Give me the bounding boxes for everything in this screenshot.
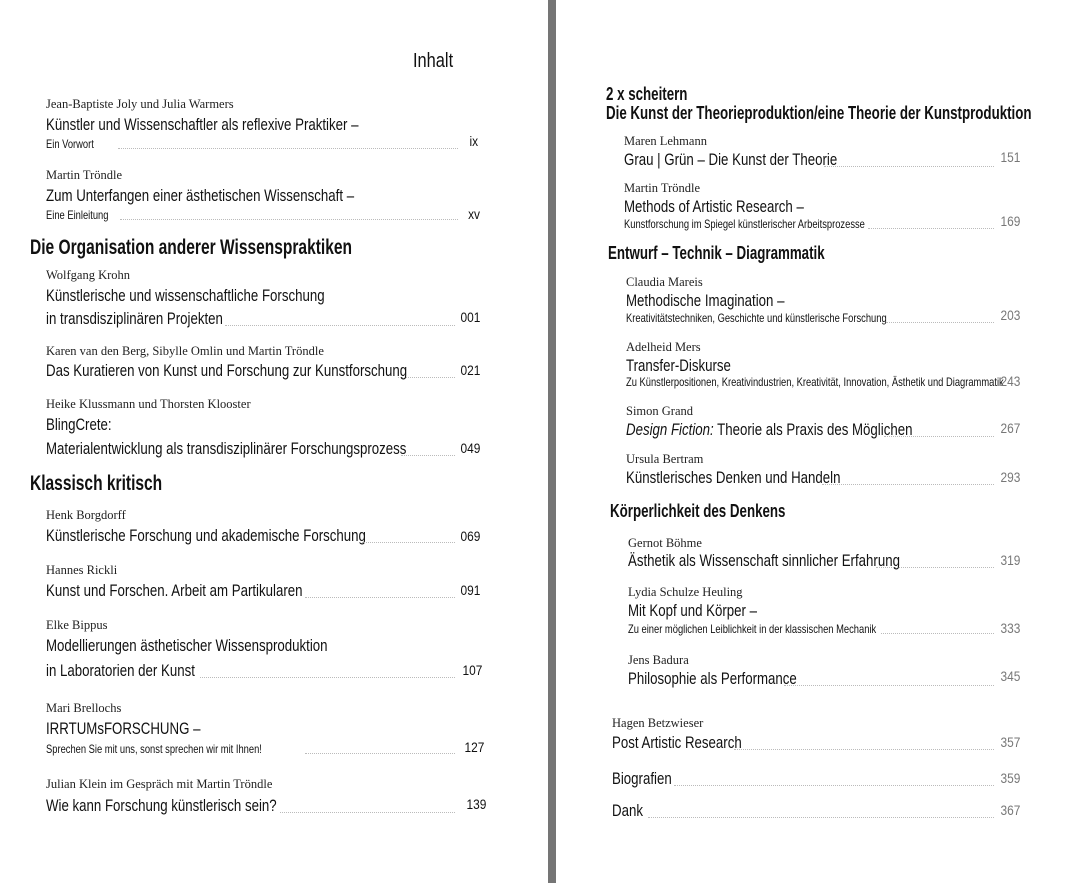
entry-title: Das Kuratieren von Kunst und Forschung zur Kunstforschung bbox=[46, 361, 408, 380]
entry-author: Karen van den Berg, Sibylle Omlin und Martin Tröndle bbox=[46, 344, 324, 358]
leader-dots bbox=[120, 219, 458, 220]
entry-author: Henk Borgdorff bbox=[46, 508, 126, 522]
entry-title: Methodische Imagination – bbox=[626, 291, 785, 310]
page-number: 091 bbox=[460, 582, 480, 598]
book-spine bbox=[548, 0, 556, 883]
entry-author: Jens Badura bbox=[628, 653, 689, 667]
leader-dots bbox=[886, 322, 994, 323]
leader-dots bbox=[118, 148, 458, 149]
leader-dots bbox=[200, 677, 455, 678]
section-heading-subtitle: Die Kunst der Theorieproduktion/eine Theorie der Kunstproduktion bbox=[606, 103, 1032, 123]
entry-author: Maren Lehmann bbox=[624, 134, 707, 148]
entry-author: Wolfgang Krohn bbox=[46, 268, 131, 282]
entry-title: Zum Unterfangen einer ästhetischen Wissenschaft – bbox=[46, 186, 355, 205]
entry-title: Künstlerisches Denken und Handeln bbox=[626, 468, 841, 487]
page-number: 139 bbox=[466, 796, 486, 812]
entry-title: IRRTUMsFORSCHUNG – bbox=[46, 719, 201, 738]
entry-author: Ursula Bertram bbox=[626, 452, 704, 466]
entry-title: Methods of Artistic Research – bbox=[624, 197, 804, 216]
entry-title-line2: Materialentwicklung als transdisziplinärer Forschungsprozess bbox=[46, 439, 407, 458]
entry-subtitle: Eine Einleitung bbox=[46, 208, 109, 222]
leader-dots bbox=[674, 785, 994, 786]
leader-dots bbox=[225, 325, 455, 326]
entry-title: Kunst und Forschen. Arbeit am Partikularen bbox=[46, 581, 303, 600]
page-number: 359 bbox=[1000, 770, 1020, 786]
entry-subtitle: Kreativitätstechniken, Geschichte und künstlerische Forschung bbox=[626, 311, 887, 325]
page-number: 021 bbox=[460, 362, 480, 378]
entry-author: Elke Bippus bbox=[46, 618, 108, 632]
entry-author: Gernot Böhme bbox=[628, 536, 702, 550]
page-number: 293 bbox=[1000, 469, 1020, 485]
leader-dots bbox=[398, 377, 455, 378]
entry-title: Philosophie als Performance bbox=[628, 669, 797, 688]
section-heading: 2 x scheitern bbox=[606, 84, 688, 104]
leader-dots bbox=[305, 597, 455, 598]
entry-title: Modellierungen ästhetischer Wissensproduktion bbox=[46, 636, 328, 655]
entry-author: Claudia Mareis bbox=[626, 275, 703, 289]
page-number: 357 bbox=[1000, 734, 1020, 750]
entry-title: Grau | Grün – Die Kunst der Theorie bbox=[624, 150, 838, 169]
page-number: 151 bbox=[1000, 149, 1020, 165]
section-heading: Entwurf – Technik – Diagrammatik bbox=[608, 243, 825, 263]
entry-author: Hagen Betzwieser bbox=[612, 716, 704, 730]
page-number: 069 bbox=[460, 528, 480, 544]
entry-title: Künstlerische Forschung und akademische Forschung bbox=[46, 526, 366, 545]
page-number: 333 bbox=[1000, 620, 1020, 636]
page-number: 127 bbox=[464, 739, 484, 755]
entry-subtitle: Sprechen Sie mit uns, sonst sprechen wir mit Ihnen! bbox=[46, 742, 262, 756]
entry-subtitle: Zu einer möglichen Leiblichkeit in der klassischen Mechanik bbox=[628, 622, 877, 636]
entry-title: Mit Kopf und Körper – bbox=[628, 601, 757, 620]
page-number: 001 bbox=[460, 309, 480, 325]
page-number: 203 bbox=[1000, 307, 1020, 323]
leader-dots bbox=[876, 567, 994, 568]
page-number: 367 bbox=[1000, 802, 1020, 818]
entry-title-line2: in Laboratorien der Kunst bbox=[46, 661, 195, 680]
entry-title: BlingCrete: bbox=[46, 415, 112, 434]
entry-title-rest: Theorie als Praxis des Möglichen bbox=[713, 420, 913, 439]
entry-author: Jean-Baptiste Joly und Julia Warmers bbox=[46, 97, 234, 111]
entry-subtitle: Kunstforschung im Spiegel künstlerischer Arbeitsprozesse bbox=[624, 217, 865, 231]
leader-dots bbox=[305, 753, 455, 754]
entry-author: Hannes Rickli bbox=[46, 563, 118, 577]
entry-title: Dank bbox=[612, 801, 643, 820]
entry-author: Heike Klussmann und Thorsten Klooster bbox=[46, 397, 251, 411]
leader-dots bbox=[824, 166, 994, 167]
entry-title: Künstlerische und wissenschaftliche Forschung bbox=[46, 286, 325, 305]
leader-dots bbox=[734, 749, 994, 750]
page-number: 107 bbox=[462, 662, 482, 678]
page-number: xv bbox=[468, 206, 480, 222]
entry-author: Julian Klein im Gespräch mit Martin Tröndle bbox=[46, 777, 273, 791]
section-heading: Die Organisation anderer Wissenspraktiken bbox=[30, 236, 352, 259]
leader-dots bbox=[881, 633, 994, 634]
entry-title: Ästhetik als Wissenschaft sinnlicher Erfahrung bbox=[628, 551, 900, 570]
entry-title-italic: Design Fiction: bbox=[626, 420, 714, 439]
right-page bbox=[556, 0, 1080, 883]
leader-dots bbox=[884, 436, 994, 437]
entry-subtitle: Ein Vorwort bbox=[46, 137, 94, 151]
leader-dots bbox=[822, 484, 994, 485]
entry-author: Simon Grand bbox=[626, 404, 694, 418]
leader-dots bbox=[868, 228, 994, 229]
page-number: 319 bbox=[1000, 552, 1020, 568]
toc-title: Inhalt bbox=[413, 50, 454, 72]
entry-title: Künstler und Wissenschaftler als reflexive Praktiker – bbox=[46, 115, 359, 134]
leader-dots bbox=[401, 455, 455, 456]
leader-dots bbox=[648, 817, 994, 818]
entry-title: Wie kann Forschung künstlerisch sein? bbox=[46, 796, 277, 815]
section-heading: Körperlichkeit des Denkens bbox=[610, 501, 786, 521]
section-heading: Klassisch kritisch bbox=[30, 472, 163, 495]
leader-dots bbox=[784, 685, 994, 686]
entry-title: Transfer-Diskurse bbox=[626, 356, 731, 375]
entry-title-line2: in transdisziplinären Projekten bbox=[46, 309, 223, 328]
entry-subtitle: Zu Künstlerpositionen, Kreativindustrien, Kreativität, Innovation, Ästhetik und Diagrammatik bbox=[626, 375, 1004, 389]
entry-author: Adelheid Mers bbox=[626, 340, 701, 354]
page-number: 243 bbox=[1000, 373, 1020, 389]
page-number: 169 bbox=[1000, 213, 1020, 229]
page-number: 049 bbox=[460, 440, 480, 456]
entry-author: Lydia Schulze Heuling bbox=[628, 585, 743, 599]
entry-title bbox=[626, 420, 912, 440]
page-number: 267 bbox=[1000, 420, 1020, 436]
leader-dots bbox=[360, 542, 455, 543]
entry-author: Martin Tröndle bbox=[624, 181, 701, 195]
entry-author: Martin Tröndle bbox=[46, 168, 123, 182]
page-number: ix bbox=[469, 133, 478, 149]
leader-dots bbox=[280, 812, 455, 813]
entry-author: Mari Brellochs bbox=[46, 701, 122, 715]
page-number: 345 bbox=[1000, 668, 1020, 684]
entry-title: Post Artistic Research bbox=[612, 733, 742, 752]
entry-title: Biografien bbox=[612, 769, 672, 788]
